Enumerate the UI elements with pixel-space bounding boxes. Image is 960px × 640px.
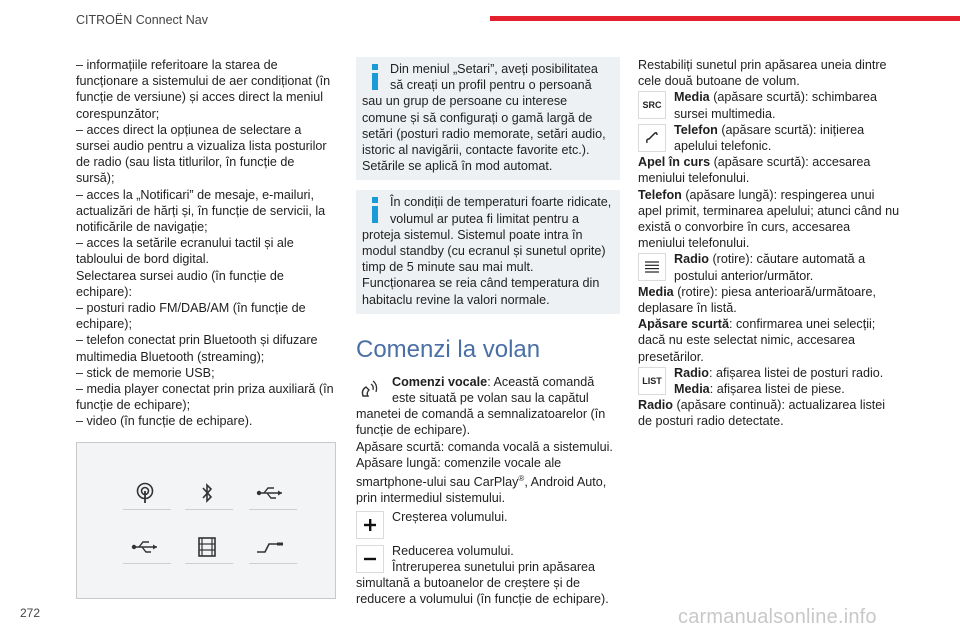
info-note (356, 190, 620, 313)
bullet-line: – acces direct la opțiunea de selectare a sursei audio pentru a vizualiza lista posturilor de radio (sau lista titlurilor, în funcție de sursă); (76, 122, 327, 186)
usb-icon (252, 481, 288, 505)
divider (123, 509, 171, 510)
radio-icon (127, 481, 163, 505)
note-text: În condiții de temperaturi foarte ridicate, volumul ar putea fi limitat pentru a proteja sistemul. Sistemul poate intra în modul standby (cu ecranul și sunetul oprite) timp de 5 minute sau mai mult. (362, 195, 612, 275)
aux-cable-icon (252, 535, 288, 559)
info-note (356, 57, 620, 180)
running-header: CITROËN Connect Nav (76, 13, 208, 27)
bullet-line: – acces la „Notificari” de mesaje, e-mailuri, actualizări de hărți și, în funcție de servicii, la notificările de navigație; (76, 187, 326, 235)
divider (123, 563, 171, 564)
voice-heading: Comenzi vocale (392, 374, 488, 389)
volume-down-text: Reducerea volumului. (392, 543, 514, 558)
divider (185, 509, 233, 510)
paragraph: Selectarea sursei audio (în funcție de echipare): (76, 268, 284, 299)
section-title: Comenzi la volan (356, 335, 541, 363)
volume-up-text: Creșterea volumului. (392, 509, 508, 524)
mute-text: Întreruperea sunetului prin apăsarea simultană a butoanelor de creștere și de reducere a volumului (în funcție de echipare). (356, 559, 609, 607)
voice-short: Apăsare scurtă: comanda vocală a sistemului. (356, 439, 613, 454)
audio-sources-illustration (76, 442, 336, 599)
bullet-line: – acces la setările ecranului tactil și ale tabloului de bord digital. (76, 236, 294, 267)
volume-up-entry (356, 509, 620, 541)
phone-icon (638, 124, 666, 152)
bullet-line: – media player conectat prin priza auxiliară (în funcție de echipare); (76, 382, 334, 413)
bullet-line: – informațiile referitoare la starea de funcționare a sistemului de aer condiționat (în funcție de versiune) și acces direct la meniul corespunzător; (76, 58, 331, 121)
watermark: carmanualsonline.info (678, 606, 877, 628)
divider (185, 563, 233, 564)
bullet-line: – stick de memorie USB; (76, 365, 215, 380)
list-entry: LIST Radio: afișarea listei de posturi radio. Media: afișarea listei de piese. (638, 365, 900, 397)
phone-entry: Telefon (apăsare scurtă): inițierea apelului telefonic. (638, 122, 900, 154)
page-number: 272 (20, 606, 41, 620)
thumbwheel-entry: Radio (rotire): căutare automată a postului anterior/următor. (638, 251, 900, 283)
src-button-icon: SRC (638, 91, 666, 119)
column-1 (76, 57, 336, 599)
volume-down-entry (356, 543, 620, 608)
voice-command-icon (356, 376, 384, 404)
bullet-line: – video (în funcție de echipare). (76, 414, 253, 429)
usb-icon (127, 535, 163, 559)
divider (249, 509, 297, 510)
src-entry: SRC Media (apăsare scurtă): schimbarea sursei multimedia. (638, 89, 900, 121)
bullet-line: – telefon conectat prin Bluetooth și difuzare multimedia Bluetooth (streaming); (76, 333, 318, 364)
minus-icon (356, 545, 384, 573)
info-icon (368, 197, 382, 223)
voice-long: Apăsare lungă: comenzile vocale ale smartphone-ului sau CarPlay (356, 455, 562, 490)
plus-icon (356, 511, 384, 539)
bluetooth-icon (189, 481, 225, 505)
divider (249, 563, 297, 564)
bullet-line: – posturi radio FM/DAB/AM (în funcție de echipare); (76, 301, 306, 332)
voice-text: Această comandă este situată pe volan sau la capătul manetei de comandă a semnalizatoarelor (în funcție de echipare). (356, 374, 606, 438)
video-icon (189, 535, 225, 559)
voice-command-entry: Comenzi vocale: Această comandă este situată pe volan sau la capătul manetei de comandă a semnalizatoarelor (în funcție de echipare). Apăsare scurtă: comanda vocală a sistemului. Apăsare lungă: comenzile vocale ale smartphone-ului sau CarPlay®, Android Auto, prin intermediul sistemului. (356, 374, 620, 507)
list-button-icon: LIST (638, 367, 666, 395)
note-text: Funcționarea se reia când temperatura din habitaclu revine la valori normale. (362, 276, 600, 307)
column-3: Restabiliți sunetul prin apăsarea uneia dintre cele două butoane de volum. SRC Media (apăsare scurtă): schimbarea sursei multimedia. Telefon (apăsare scurtă): inițierea apelului telefonic. Apel în curs (apăsare scurtă): accesarea meniului telefonului. Telefon (apăsare lungă): respingerea unui apel primit, terminarea apelului; atunci când nu există o convorbire în curs, accesarea meniului telefonului. Radio (rotire): căutare automată a postului anterior/următor. Media (rotire): piesa anterioară/următoare, deplasare în listă. Apăsare scurtă: confirmarea unei selecții; dacă nu este selectat nimic, accesarea presetărilor. LIST Radio: afișarea listei de posturi radio. Media: afișarea listei de piese. Radio (apăsare continuă): actualizarea listei de posturi radio detectate. (638, 58, 900, 429)
info-icon (368, 64, 382, 90)
note-text: Din meniul „Setari”, aveți posibilitatea să creați un profil pentru o persoană sau un grup de persoane cu interese comune și să configurați o gamă largă de setări (posturi radio memorate, setări audio, istoric al navigării, contacte favorite etc.). Setările se aplică în mod automat. (362, 62, 606, 174)
column-2 (356, 57, 620, 607)
thumbwheel-icon (638, 253, 666, 281)
restore-text: Restabiliți sunetul prin apăsarea uneia dintre cele două butoane de volum. (638, 58, 887, 89)
header-accent-bar (490, 16, 960, 21)
